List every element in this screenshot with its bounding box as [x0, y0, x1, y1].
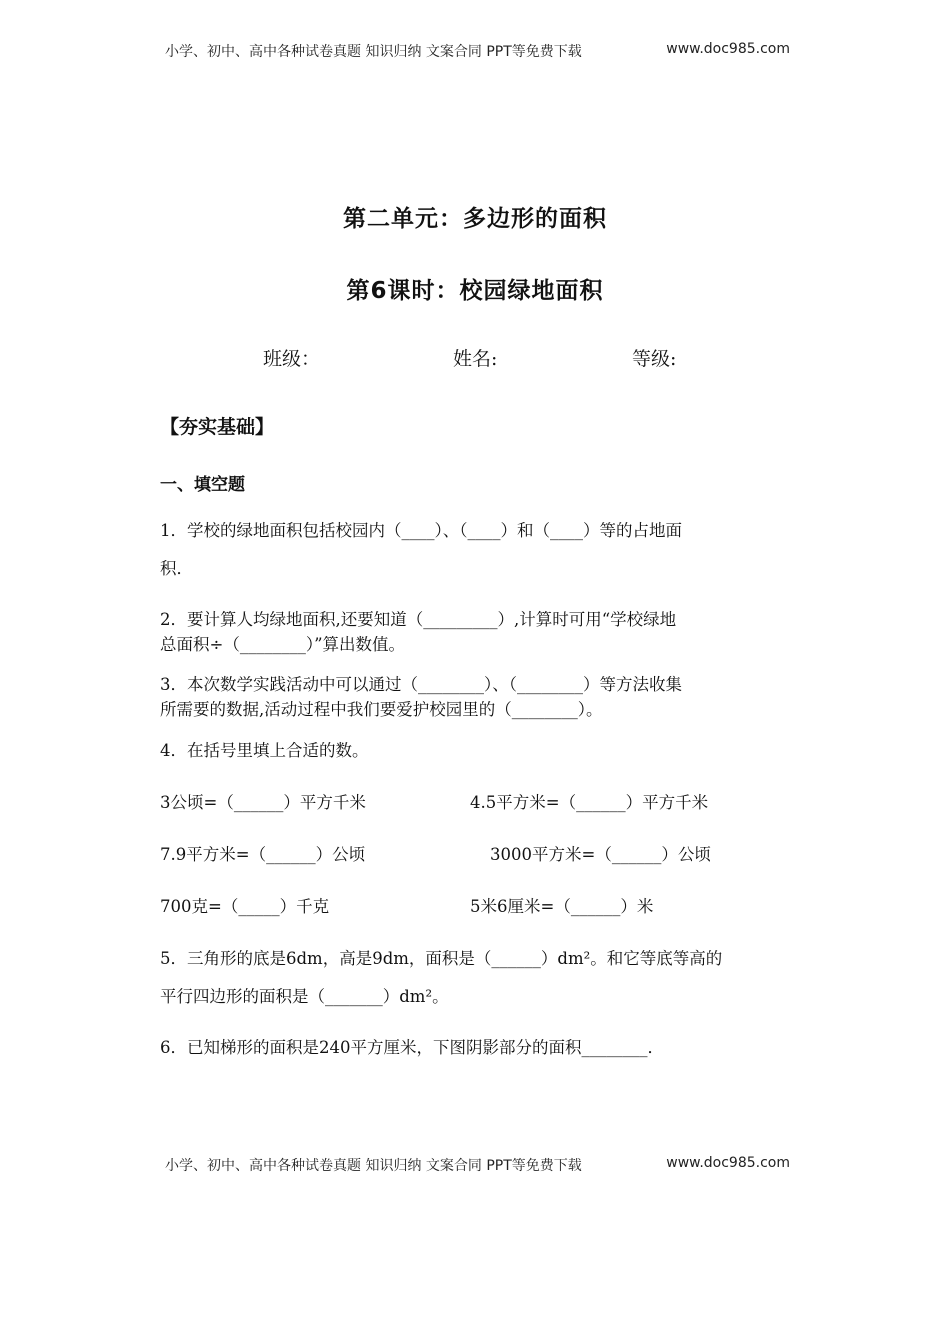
question-4-item-b: 4.5平方米=（______）平方千米 [470, 793, 709, 812]
question-4-item-c: 7.9平方米=（______）公顷 [160, 845, 366, 864]
question-5-line-1: 5．三角形的底是6dm，高是9dm，面积是（______）dm²。和它等底等高的 [160, 949, 723, 968]
question-3-line-1: 3．本次数学实践活动中可以通过（________）、（________）等方法收集 [160, 675, 682, 694]
question-6: 6．已知梯形的面积是240平方厘米，下图阴影部分的面积________． [160, 1038, 664, 1057]
page-footer [165, 1155, 790, 1175]
header-text: 小学、初中、高中各种试卷真题 知识归纳 文案合同 PPT等免费下载 [165, 44, 582, 60]
section-heading: 【夯实基础】 [160, 416, 275, 438]
question-4-item-e: 700克=（_____）千克 [160, 897, 330, 916]
page-header [165, 41, 790, 61]
question-3-line-2: 所需要的数据,活动过程中我们要爱护校园里的（________）。 [160, 700, 603, 719]
question-5-line-2: 平行四边形的面积是（_______）dm²。 [160, 987, 449, 1006]
question-2-line-1: 2．要计算人均绿地面积,还要知道（_________）,计算时可用“学校绿地 [160, 610, 677, 629]
question-4-item-d: 3000平方米=（______）公顷 [490, 845, 711, 864]
question-4-item-f: 5米6厘米=（______）米 [470, 897, 654, 916]
footer-url[interactable]: www.doc985.com [666, 1155, 790, 1171]
name-label: 姓名: [453, 348, 498, 370]
footer-text: 小学、初中、高中各种试卷真题 知识归纳 文案合同 PPT等免费下载 [165, 1158, 582, 1174]
question-1-line-1: 1．学校的绿地面积包括校园内（____）、（____）和（____）等的占地面 [160, 521, 682, 540]
lesson-title: 第6课时：校园绿地面积 [346, 278, 604, 304]
unit-title: 第二单元：多边形的面积 [343, 206, 607, 232]
question-1-line-2: 积． [160, 559, 193, 578]
header-url[interactable]: www.doc985.com [666, 41, 790, 57]
question-4-item-a: 3公顷=（______）平方千米 [160, 793, 366, 812]
subsection-heading: 一、填空题 [160, 475, 245, 495]
question-2-line-2: 总面积÷（________）”算出数值。 [160, 635, 406, 654]
question-4-prompt: 4．在括号里填上合适的数。 [160, 741, 369, 760]
grade-label: 等级: [632, 348, 677, 370]
class-label: 班级： [263, 348, 321, 370]
